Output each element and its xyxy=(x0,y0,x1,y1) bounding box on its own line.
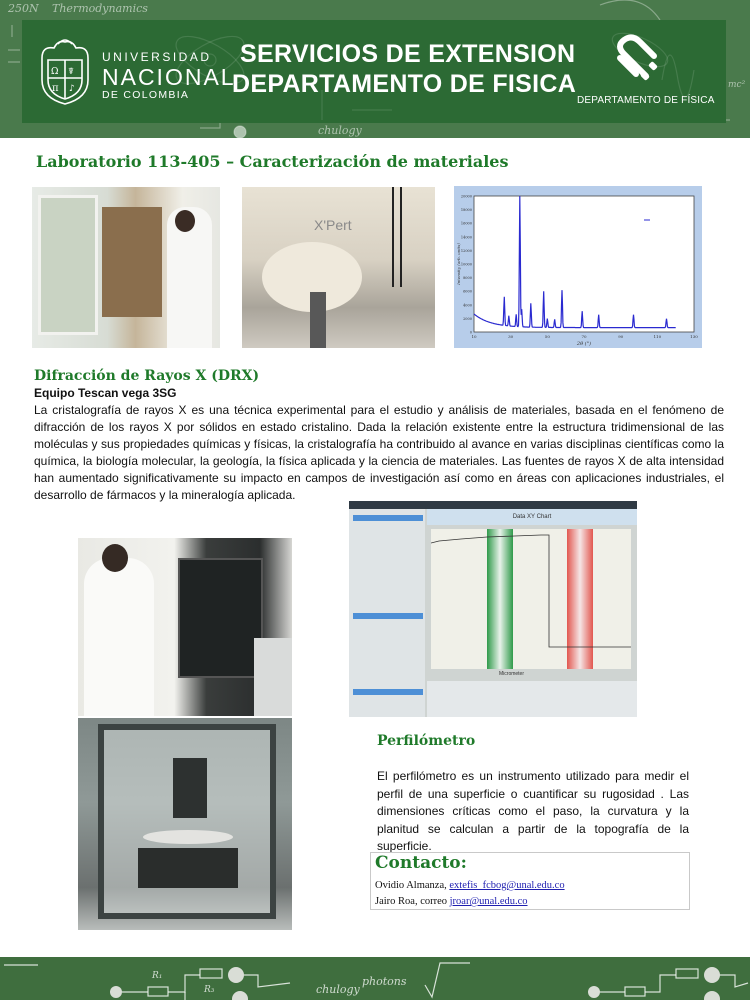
profilometer-enclosure xyxy=(98,724,276,919)
chalk-text: mc² xyxy=(728,80,746,90)
detector-column xyxy=(310,292,326,348)
cables xyxy=(392,187,402,287)
xrd-x-tick-label: 50 xyxy=(544,334,550,339)
xrd-y-tick-label: 16000 xyxy=(460,221,472,226)
perfilometro-title: Perfilómetro xyxy=(377,733,476,749)
chalk-text: R₃ xyxy=(204,985,215,995)
cabinet-door-left xyxy=(38,195,98,335)
chalk-text: chulogy xyxy=(316,983,360,996)
svg-text:Ω: Ω xyxy=(51,67,59,77)
svg-text:♪: ♪ xyxy=(69,84,75,94)
xrd-y-tick-label: 6000 xyxy=(463,289,472,294)
xrd-y-label: Intensity (arb. units) xyxy=(456,243,461,285)
chalk-text: chulogy xyxy=(318,124,362,137)
person-head xyxy=(102,544,128,572)
panel-header xyxy=(353,689,423,695)
xpert-label: X'Pert xyxy=(314,217,352,233)
contact-name: Ovidio Almanza, xyxy=(375,880,450,891)
contact-title: Contacto: xyxy=(375,853,467,873)
banner-title-line-2: DEPARTAMENTO DE FISICA xyxy=(232,70,577,98)
xrd-y-tick-label: 18000 xyxy=(460,208,472,213)
panel-header xyxy=(353,515,423,521)
screen-cursor-panel xyxy=(427,681,637,717)
contact-email-link[interactable]: jroar@unal.edu.co xyxy=(449,896,528,907)
svg-text:π: π xyxy=(52,83,59,94)
university-wordmark xyxy=(102,50,236,101)
person-head xyxy=(175,210,195,232)
xrd-y-tick-label: 14000 xyxy=(460,235,472,240)
drx-description: La cristalografía de rayos X es una técnica experimental para el estudio y análisis de materiales, basada en el fenómeno de difracción de los rayos X por sólidos en estado cristalino. Dada la relación existente entre la estructura tridimensional de las moléculas y sus propiedades químicas y físicas, la cristalografía ha contribuido al avance en varias disciplinas científicas como la química, la biología molecular, la geología, la física aplicada y la ciencia de materiales. Las fuentes de rayos X de alta intensidad han aumentado significativamente su impacto en campos de investigación así como en áreas con aplicaciones industriales, el desarrollo de fármacos y la mineralogía aplicada. xyxy=(34,403,724,502)
instrument-interior xyxy=(102,207,162,317)
xrd-x-tick-label: 90 xyxy=(618,334,624,339)
university-line-1: UNIVERSIDAD xyxy=(102,50,212,64)
photo-xpert-diffractometer xyxy=(242,187,435,348)
chalk-text: Thermodynamics xyxy=(52,2,148,15)
svg-text:☤: ☤ xyxy=(68,67,75,77)
magnet-icon xyxy=(606,34,666,86)
screen-chart-area xyxy=(431,529,631,669)
xrd-x-tick-label: 70 xyxy=(581,334,587,339)
xrd-plot-area xyxy=(474,196,694,332)
contact-email-link[interactable]: extefis_fcbog@unal.edu.co xyxy=(449,880,565,891)
university-line-2: NACIONAL xyxy=(102,64,236,90)
xrd-y-tick-label: 20000 xyxy=(460,194,472,199)
xrd-y-tick-label: 2000 xyxy=(463,316,472,321)
university-line-3: DE COLOMBIA xyxy=(102,89,190,101)
contact-line xyxy=(375,880,565,891)
university-crest-logo xyxy=(36,36,94,106)
department-logo-caption: DEPARTAMENTO DE FÍSICA xyxy=(577,95,715,106)
equipment-name: Equipo Tescan vega 3SG xyxy=(34,386,177,400)
contact-line xyxy=(375,896,528,907)
xrd-diffraction-chart xyxy=(454,186,702,348)
contact-box xyxy=(370,852,690,910)
photo-profilometer-software-screen xyxy=(349,501,637,717)
photo-xrd-operator xyxy=(32,187,220,348)
xrd-y-tick-label: 10000 xyxy=(460,262,472,267)
xrd-y-tick-label: 8000 xyxy=(463,276,472,281)
screen-chart-title: Data XY Chart xyxy=(427,509,637,525)
drx-section-title: Difracción de Rayos X (DRX) xyxy=(34,368,260,384)
xrd-x-tick-label: 110 xyxy=(653,334,662,339)
photo-profilometer xyxy=(78,718,292,930)
screen-profile-line xyxy=(431,529,631,669)
photo-sem-operator xyxy=(78,538,292,716)
xrd-x-tick-label: 30 xyxy=(508,334,514,339)
xrd-x-label: 2θ (°) xyxy=(576,341,592,347)
xrd-x-tick-label: 130 xyxy=(690,334,698,339)
xrd-y-tick-label: 0 xyxy=(469,330,472,335)
contact-name: Jairo Roa, correo xyxy=(375,896,450,907)
banner-title-line-1: SERVICIOS DE EXTENSION xyxy=(240,40,576,68)
xrd-x-tick-label: 10 xyxy=(471,334,477,339)
xrd-chart-svg xyxy=(454,186,702,348)
profilometer-head xyxy=(173,758,207,818)
chalk-text: 250N xyxy=(8,2,39,15)
perfilometro-description: El perfilómetro es un instrumento utilizado para medir el perfil de una superficie o cuantificar su rugosidad . Las dimensiones críticas como el paso, la curvatura y la planitud se calculan a partir de la topografía de la superficie. xyxy=(377,769,689,853)
xrd-y-tick-label: 12000 xyxy=(460,248,472,253)
lab-title: Laboratorio 113-405 – Caracterización de materiales xyxy=(36,152,509,171)
screen-side-panel xyxy=(349,509,425,717)
instrument-enclosure xyxy=(178,558,263,678)
stage-base xyxy=(138,848,238,888)
header-banner xyxy=(0,0,750,138)
chalk-text: photons xyxy=(362,975,407,988)
xrd-y-tick-label: 4000 xyxy=(463,303,472,308)
lab-coat-figure xyxy=(84,558,154,716)
instrument-side-panel xyxy=(254,638,292,716)
footer-banner xyxy=(0,957,750,1000)
chalk-text: R₁ xyxy=(152,971,163,981)
panel-header xyxy=(353,613,423,619)
sample-stage xyxy=(143,830,233,844)
screen-menu-bar xyxy=(349,501,637,509)
screen-x-label: Micrometer xyxy=(499,671,525,677)
